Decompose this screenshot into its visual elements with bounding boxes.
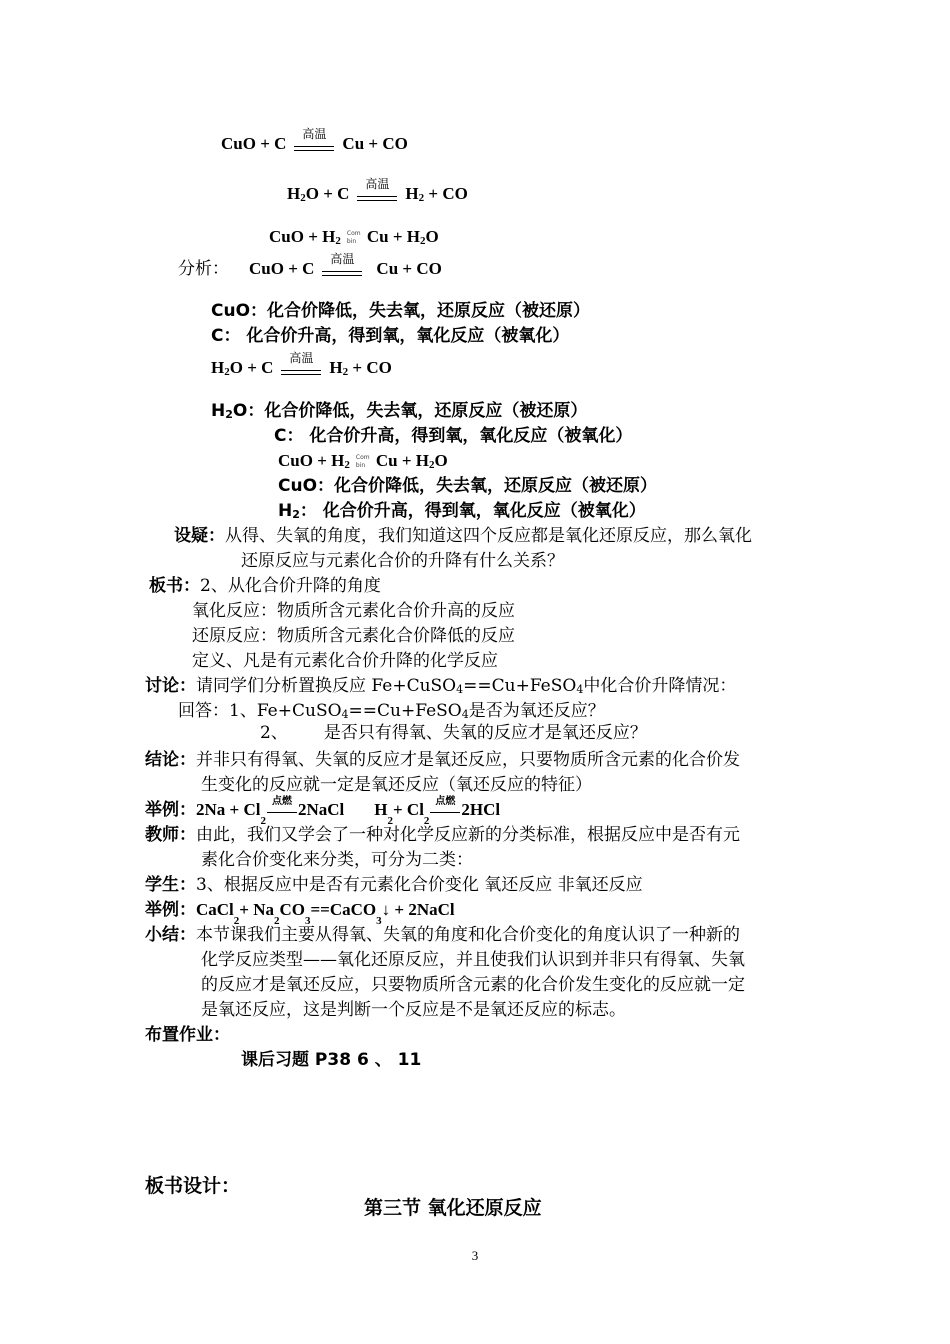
condition-label: 高温	[289, 351, 314, 365]
reactants: CuO + $H_2$	[278, 451, 350, 471]
example-reaction-2: 举例： CaCl 2 + Na 2 CO 3 ==CaCO 3 ↓ + 2NaCl	[145, 900, 455, 927]
question-line-1: 设疑：从得、失氧的角度，我们知道这四个反应都是氧化还原反应，那么氧化	[174, 526, 752, 546]
reactants: $H_2O + C$	[287, 184, 350, 204]
analysis-reaction-3	[278, 450, 448, 472]
reaction-cuo-c	[221, 127, 408, 155]
reactants: CuO + C	[221, 134, 287, 153]
summary-label: 小结：	[145, 925, 196, 945]
page-number: 3	[471, 1248, 479, 1263]
products: Cu + CO	[376, 259, 442, 278]
example-label: 举例：	[145, 900, 196, 920]
analysis-reaction-1	[249, 252, 442, 280]
example-label: 举例：	[145, 800, 196, 820]
homework-label: 布置作业：	[145, 1025, 230, 1045]
summary-line: 小结：本节课我们主要从得氧、失氧的角度和化合价变化的角度认识了一种新的	[145, 925, 740, 945]
c-analysis-line-2: C： 化合价升高，得到氧，氧化反应（被氧化）	[274, 426, 633, 446]
teacher-line-2: 素化合价变化来分类，可分为二类：	[201, 850, 473, 870]
condition-label: 高温	[330, 252, 355, 266]
discussion-label: 讨论：	[145, 676, 196, 696]
summary-line: 的反应才是氧还反应，只要物质所含元素的化合价发生变化的反应就一定	[201, 975, 745, 995]
products: $H_2$ + CO	[329, 358, 392, 378]
reactants: $H_2O + C$	[211, 358, 274, 378]
products: $Cu + H_2O$	[366, 227, 439, 247]
summary-line: 是氧还反应，这是判断一个反应是不是氧还反应的标志。	[201, 1000, 626, 1020]
analysis-reaction-2	[211, 351, 392, 379]
student-label: 学生：	[145, 875, 196, 895]
student-line: 学生：3、根据反应中是否有元素化合价变化 氧还反应 非氧还反应	[145, 875, 643, 895]
high-temp-arrow	[322, 252, 362, 280]
h2o-analysis-line: $H_2O$：化合价降低，失去氧，还原反应（被还原）	[211, 401, 588, 421]
board-item: 还原反应：物质所含元素化合价降低的反应	[192, 626, 515, 646]
question-label: 设疑：	[174, 526, 225, 546]
h2-analysis-line: $H_2$： 化合价升高，得到氧，氧化反应（被氧化）	[278, 501, 646, 521]
cuo-analysis-line-2: CuO：化合价降低，失去氧，还原反应（被还原）	[278, 476, 658, 496]
summary-line: 化学反应类型——氧化还原反应，并且使我们认识到并非只有得氧、失氧	[201, 950, 745, 970]
design-label: 板书设计：	[145, 1175, 241, 1197]
answer-line-2: 2、 是否只有得氧、失氧的反应才是氧还反应？	[260, 723, 647, 743]
products: Cu + CO	[342, 134, 408, 153]
board-item: 氧化反应：物质所含元素化合价升高的反应	[192, 601, 515, 621]
conclusion-label: 结论：	[145, 750, 196, 770]
ignite-arrow: 点燃	[267, 799, 297, 821]
c-analysis-line: C： 化合价升高，得到氧，氧化反应（被氧化）	[211, 326, 570, 346]
teacher-line-1: 教师：由此，我们又学会了一种对化学反应新的分类标准，根据反应中是否有元	[145, 825, 740, 845]
condition-placeholder: Com bin	[355, 454, 370, 469]
products: $H_2$ + CO	[405, 184, 468, 204]
board-label: 板书：	[149, 576, 200, 596]
reactants: CuO + $H_2$	[269, 227, 341, 247]
reaction-h2o-c	[287, 177, 468, 205]
answer-line-1: 回答：1、Fe+CuSO$_4$==Cu+FeSO$_4$是否为氧还反应？	[178, 701, 605, 721]
reaction-cuo-h2	[269, 226, 439, 248]
conclusion-line-2: 生变化的反应就一定是氧还反应（氧还反应的特征）	[201, 775, 592, 795]
homework-text: 课后习题 P38 6 、 11	[241, 1050, 422, 1070]
analysis-label: 分析：	[178, 259, 229, 279]
board-item: 定义、凡是有元素化合价升降的化学反应	[192, 651, 498, 671]
discussion-line: 讨论：请同学们分析置换反应 Fe+CuSO$_4$==Cu+FeSO$_4$中化合价升降情况：	[145, 676, 737, 696]
design-title: 第三节 氧化还原反应	[364, 1197, 542, 1219]
question-line-2: 还原反应与元素化合价的升降有什么关系？	[241, 551, 564, 571]
conclusion-line-1: 结论：并非只有得氧、失氧的反应才是氧还反应，只要物质所含元素的化合价发	[145, 750, 740, 770]
high-temp-arrow	[294, 127, 334, 155]
board-title: 板书：2、从化合价升降的角度	[149, 576, 381, 596]
example-reactions-1: 举例： 2Na + Cl 2 点燃 2NaCl H 2 + Cl 2 点燃 2HCl	[145, 796, 501, 827]
condition-label: 高温	[302, 127, 327, 141]
high-temp-arrow	[281, 351, 321, 379]
reactants: CuO + C	[249, 259, 315, 278]
high-temp-arrow	[357, 177, 397, 205]
teacher-label: 教师：	[145, 825, 196, 845]
condition-label: 高温	[365, 177, 390, 191]
condition-placeholder: Com bin	[346, 230, 361, 245]
products: $Cu + H_2O$	[375, 451, 448, 471]
cuo-analysis-line: CuO：化合价降低，失去氧，还原反应（被还原）	[211, 301, 591, 321]
ignite-arrow: 点燃	[430, 799, 460, 821]
